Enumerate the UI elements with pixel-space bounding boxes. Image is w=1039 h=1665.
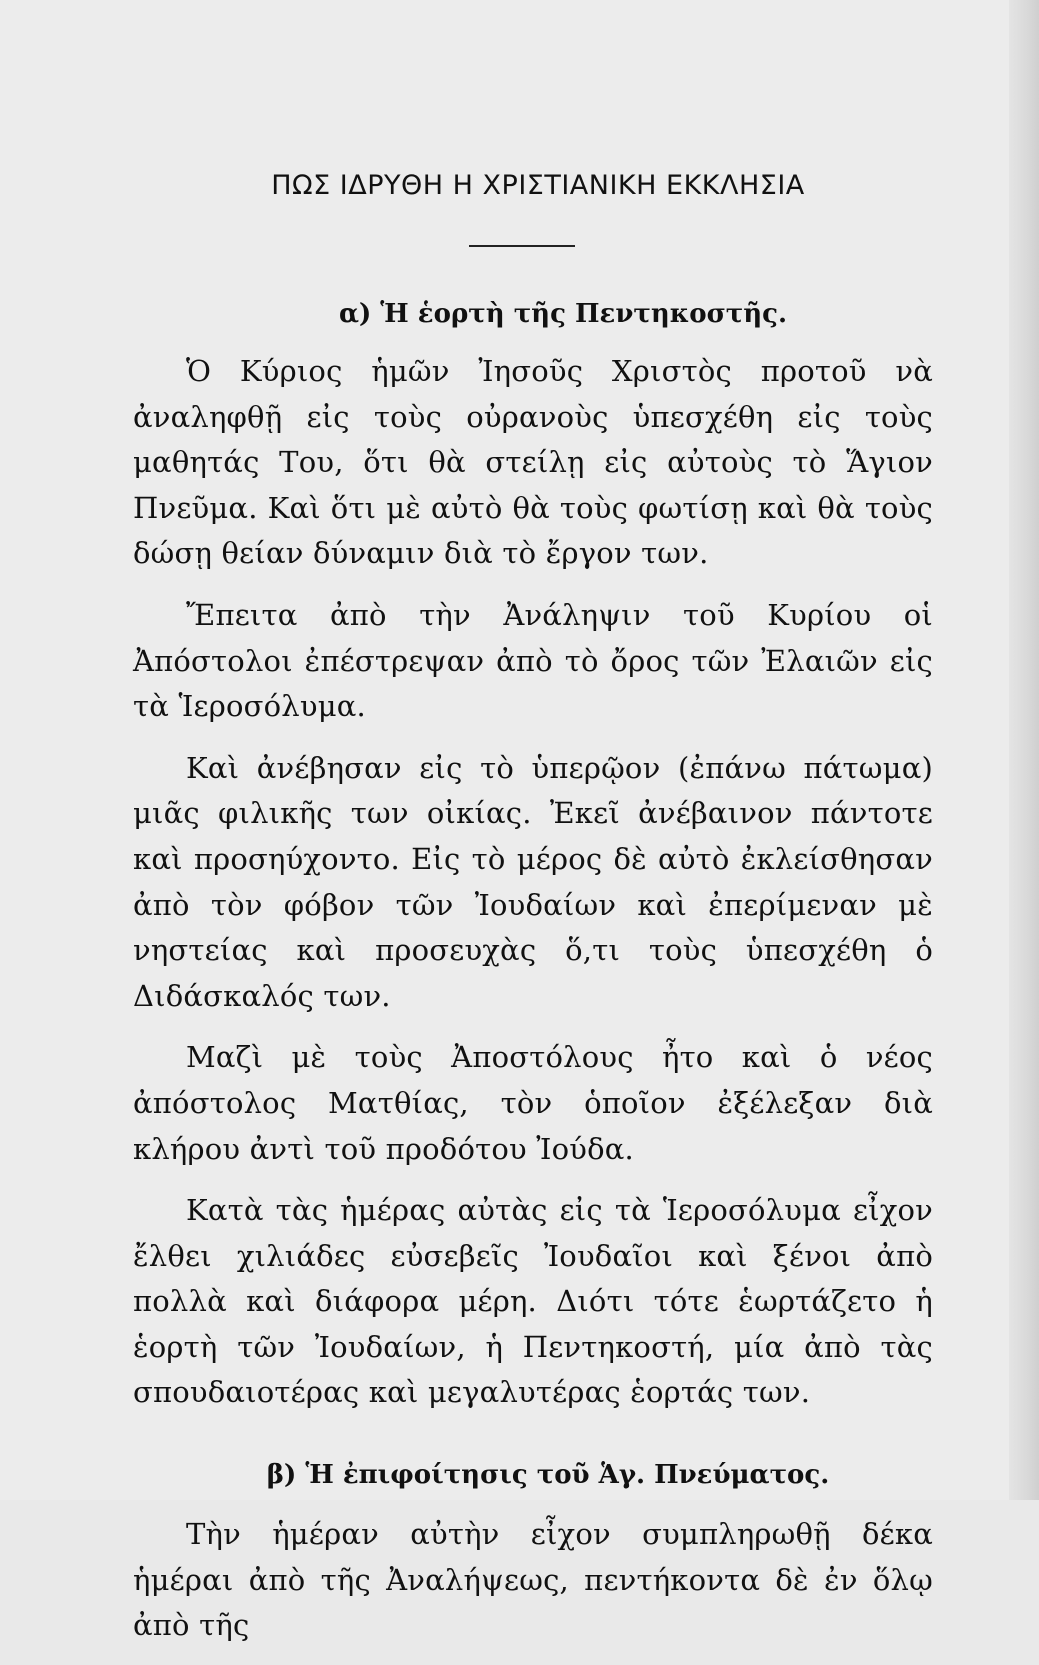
paragraph: Τὴν ἡμέραν αὐτὴν εἶχον συμπληρωθῇ δέκα ἡμέραι ἀπὸ τῆς Ἀναλήψεως, πεντήκοντα δὲ ἐν ὅλῳ ἀπὸ τῆς bbox=[133, 1517, 933, 1643]
page-content bbox=[133, 170, 933, 1665]
section-heading: β) Ἡ ἐπιφοίτησις τοῦ Ἁγ. Πνεύματος. bbox=[266, 1460, 830, 1491]
page-edge-shadow bbox=[1009, 0, 1039, 1500]
paragraph: Καὶ ἀνέβησαν εἰς τὸ ὑπερῷον (ἐπάνω πάτωμα) μιᾶς φιλικῆς των οἰκίας. Ἐκεῖ ἀνέβαινον πάντοτε καὶ προσηύχοντο. Εἰς τὸ μέρος δὲ αὐτὸ ἐκλείσθησαν ἀπὸ τὸν φόβον τῶν Ἰουδαίων καὶ ἐπερίμεναν μὲ νηστείας καὶ προσευχὰς ὅ,τι τοὺς ὑπεσχέθη ὁ Διδάσκαλός των. bbox=[133, 750, 933, 1013]
paragraph: Μαζὶ μὲ τοὺς Ἀποστόλους ἦτο καὶ ὁ νέος ἀπόστολος Ματθίας, τὸν ὁποῖον ἐξέλεξαν διὰ κλήρου ἀντὶ τοῦ προδότου Ἰούδα. bbox=[133, 1040, 933, 1166]
section-holy-spirit-descent bbox=[133, 1460, 933, 1649]
section-heading: α) Ἡ ἑορτὴ τῆς Πεντηκοστῆς. bbox=[338, 299, 788, 329]
page-title: ΠΩΣ ΙΔΡΥΘΗ Η ΧΡΙΣΤΙΑΝΙΚΗ ΕΚΚΛΗΣΙΑ bbox=[271, 170, 805, 201]
paragraph: Κατὰ τὰς ἡμέρας αὐτὰς εἰς τὰ Ἱεροσόλυμα εἶχον ἔλθει χιλιάδες εὐσεβεῖς Ἰουδαῖοι καὶ ξένοι ἀπὸ πολλὰ καὶ διάφορα μέρη. Διότι τότε ἑωρτάζετο ἡ ἑορτὴ τῶν Ἰουδαίων, ἡ Πεντηκοστή, μία ἀπὸ τὰς σπουδαιοτέρας καὶ μεγαλυτέρας ἑορτάς των. bbox=[133, 1193, 933, 1410]
paragraph: Ἔπειτα ἀπὸ τὴν Ἀνάληψιν τοῦ Κυρίου οἱ Ἀπόστολοι ἐπέστρεψαν ἀπὸ τὸ ὄρος τῶν Ἐλαιῶν εἰς τὰ Ἱεροσόλυμα. bbox=[133, 597, 933, 724]
section-pentecost-feast bbox=[133, 299, 933, 1416]
title-rule bbox=[469, 245, 575, 247]
paragraph: Ὁ Κύριος ἡμῶν Ἰησοῦς Χριστὸς προτοῦ νὰ ἀναληφθῇ εἰς τοὺς οὐρανοὺς ὑπεσχέθη εἰς τοὺς μαθητάς Του, ὅτι θὰ στείλῃ εἰς αὐτοὺς τὸ Ἅγιον Πνεῦμα. Καὶ ὅτι μὲ αὐτὸ θὰ τοὺς φωτίσῃ καὶ θὰ τοὺς δώσῃ θείαν δύναμιν διὰ τὸ ἔργον των. bbox=[133, 354, 933, 571]
